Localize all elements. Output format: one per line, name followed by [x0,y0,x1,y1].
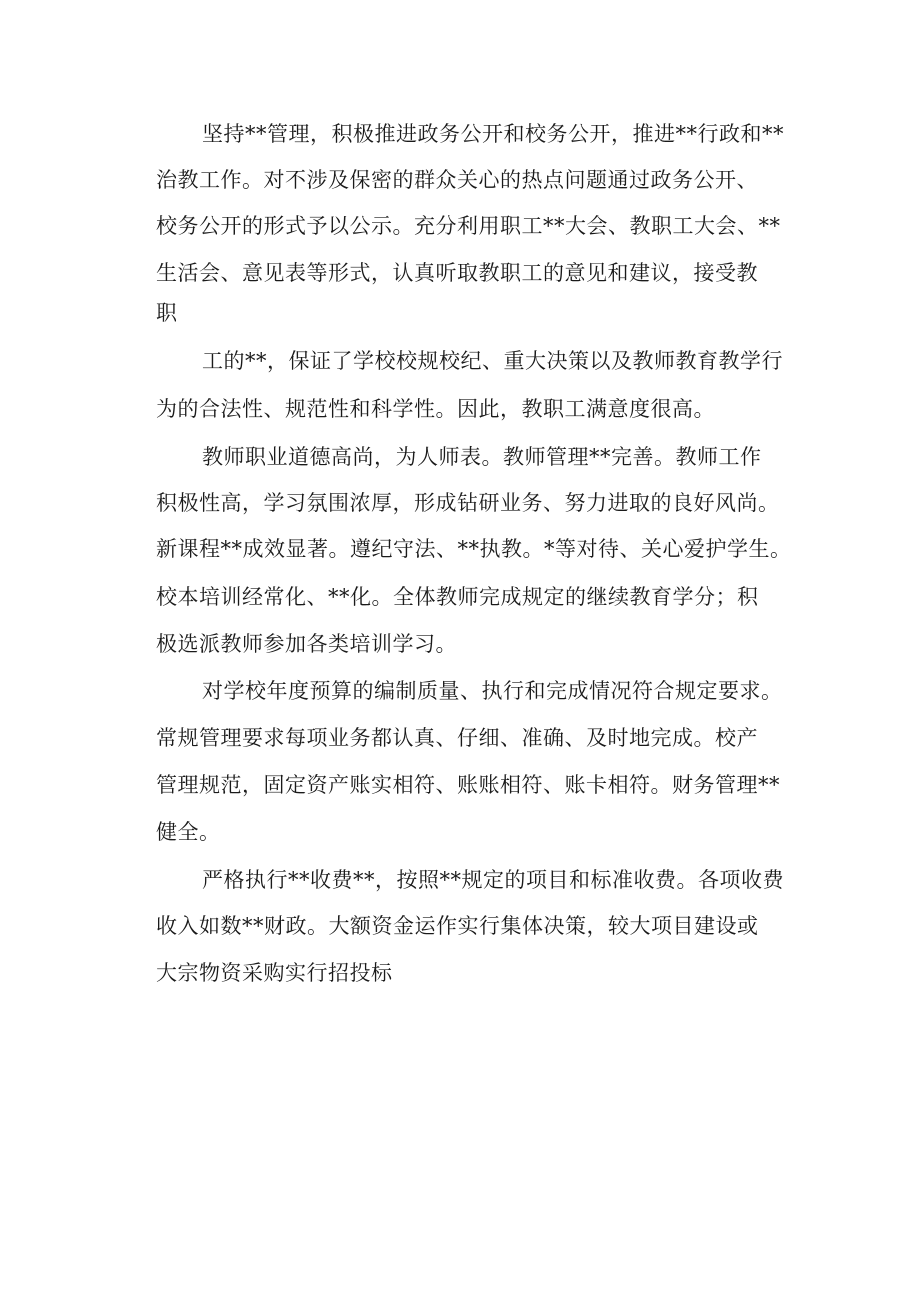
text-line: 职 [156,301,178,325]
text-line: 对学校年度预算的编制质量、执行和完成情况符合规定要求。 [202,679,783,703]
text-line: 工的**，保证了学校校规校纪、重大决策以及教师教育教学行 [202,349,783,373]
text-line: 管理规范，固定资产账实相符、账账相符、账卡相符。财务管理** [156,773,780,797]
text-line: 健全。 [156,820,221,844]
text-line: 大宗物资采购实行招投标 [156,961,393,985]
text-line: 教师职业道德高尚，为人师表。教师管理**完善。教师工作 [202,445,762,469]
text-line: 校务公开的形式予以公示。充分利用职工**大会、教职工大会、** [156,214,781,238]
text-line: 极选派教师参加各类培训学习。 [156,632,457,656]
text-line: 常规管理要求每项业务都认真、仔细、准确、及时地完成。校产 [156,726,758,750]
text-line: 积极性高，学习氛围浓厚，形成钻研业务、努力进取的良好风尚。 [156,491,780,515]
text-line: 严格执行**收费**，按照**规定的项目和标准收费。各项收费 [202,868,784,892]
text-line: 收入如数**财政。大额资金运作实行集体决策，较大项目建设或 [156,914,759,938]
text-line: 校本培训经常化、**化。全体教师完成规定的继续教育学分；积 [156,585,759,609]
text-line: 坚持**管理，积极推进政务公开和校务公开，推进**行政和** [202,122,784,146]
text-line: 生活会、意见表等形式，认真听取教职工的意见和建议，接受教 [156,261,758,285]
text-line: 治教工作。对不涉及保密的群众关心的热点问题通过政务公开、 [156,168,758,192]
text-line: 为的合法性、规范性和科学性。因此，教职工满意度很高。 [156,397,715,421]
text-line: 新课程**成效显著。遵纪守法、**执教。*等对待、关心爱护学生。 [156,537,792,561]
